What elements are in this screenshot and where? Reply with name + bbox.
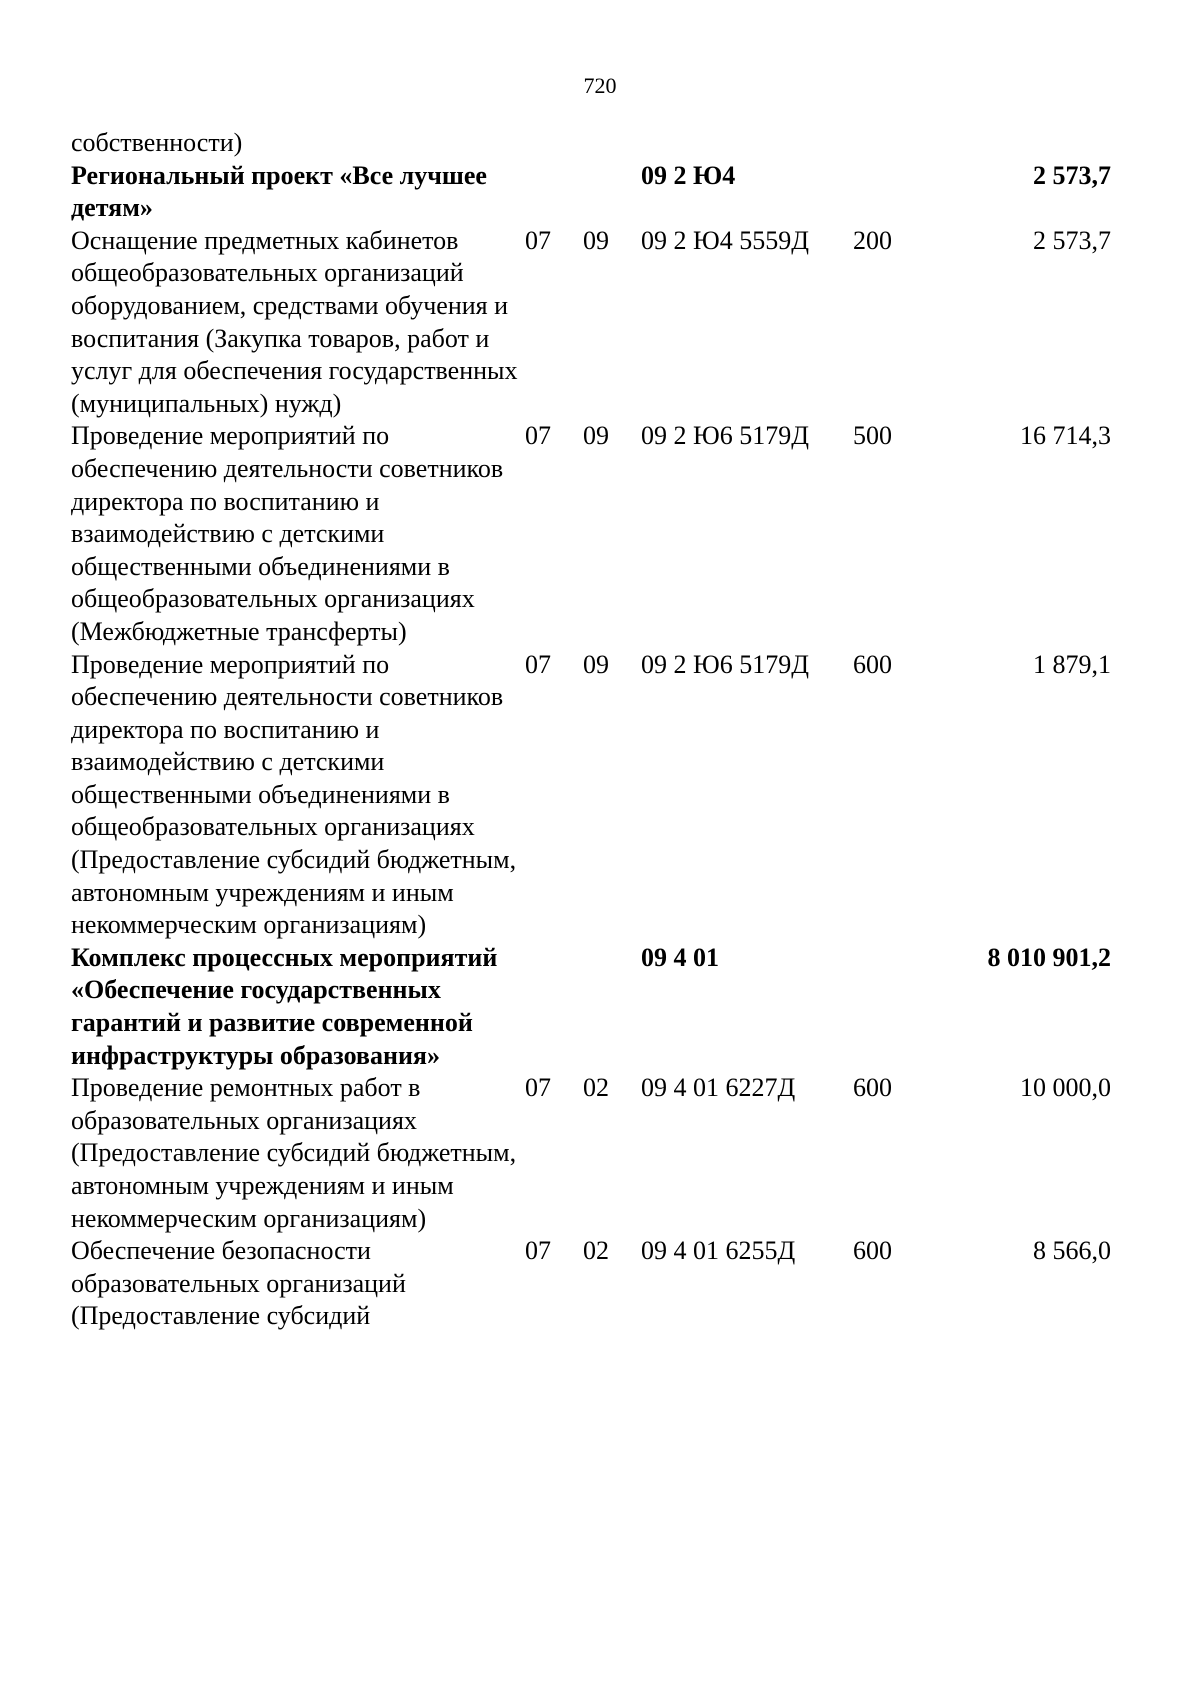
table-row [71, 649, 1111, 942]
row-expense-type: 600 [853, 649, 892, 679]
row-target-code: 09 2 Ю4 5559Д [641, 225, 809, 255]
row-target-code [641, 127, 853, 160]
row-target-code: 09 2 Ю4 [641, 160, 736, 190]
table-row [71, 127, 1111, 160]
row-target-code: 09 4 01 6227Д [641, 1073, 796, 1103]
row-amount: 2 573,7 [1033, 160, 1111, 190]
row-name: Проведение ремонтных работ в образовательных организациях (Предоставление субсидий бюджетным, автономным учреждениям и иным некоммерческим организациям) [71, 1073, 517, 1233]
row-amount: 16 714,3 [1020, 421, 1111, 451]
row-expense-type: 500 [853, 421, 892, 451]
row-target-code: 09 4 01 6255Д [641, 1236, 796, 1266]
table-row [71, 160, 1111, 225]
row-subsection [583, 127, 641, 160]
row-target-code: 09 4 01 [641, 942, 719, 972]
row-subsection [583, 160, 641, 225]
row-expense-type: 600 [853, 1073, 892, 1103]
table-row [71, 225, 1111, 421]
row-subsection: 09 [583, 649, 609, 679]
row-expense-type [853, 127, 953, 160]
row-expense-type [853, 160, 953, 225]
row-section: 07 [525, 649, 551, 679]
row-amount: 1 879,1 [1033, 649, 1111, 679]
row-section [525, 160, 583, 225]
table-row [71, 420, 1111, 648]
table-row [71, 942, 1111, 1072]
row-amount: 8 010 901,2 [987, 942, 1111, 972]
row-name: собственности) [71, 128, 243, 157]
row-name: Комплекс процессных мероприятий «Обеспечение государственных гарантий и развитие современной инфраструктуры образования» [71, 942, 498, 1070]
row-subsection [583, 942, 641, 1072]
row-subsection: 09 [583, 225, 609, 255]
row-section [525, 942, 583, 1072]
row-subsection: 02 [583, 1073, 609, 1103]
row-expense-type: 600 [853, 1236, 892, 1266]
row-amount: 8 566,0 [1033, 1236, 1111, 1266]
row-subsection: 09 [583, 421, 609, 451]
row-section [525, 127, 583, 160]
row-target-code: 09 2 Ю6 5179Д [641, 649, 809, 679]
row-target-code: 09 2 Ю6 5179Д [641, 421, 809, 451]
row-amount: 10 000,0 [1020, 1073, 1111, 1103]
row-expense-type: 200 [853, 225, 892, 255]
row-amount [953, 127, 1111, 160]
row-expense-type [853, 942, 953, 1072]
table-row [71, 1072, 1111, 1235]
row-section: 07 [525, 1073, 551, 1103]
row-name: Проведение мероприятий по обеспечению деятельности советников директора по воспитанию и взаимодействию с детскими общественными объединениями в общеобразовательных организациях (Межбюджетные трансферты) [71, 421, 504, 646]
page-number: 720 [583, 73, 617, 98]
row-name: Проведение мероприятий по обеспечению деятельности советников директора по воспитанию и взаимодействию с детскими общественными объединениями в общеобразовательных организациях (Предоставление субсидий бюджетным, автономным учреждениям и иным некоммерческим организациям) [71, 649, 517, 940]
row-section: 07 [525, 421, 551, 451]
row-section: 07 [525, 1236, 551, 1266]
row-name: Оснащение предметных кабинетов общеобразовательных организаций оборудованием, средствами обучения и воспитания (Закупка товаров, работ и услуг для обеспечения государственных (муниципальных) нужд) [71, 225, 518, 418]
row-name: Региональный проект «Все лучшее детям» [71, 160, 487, 223]
table-row [71, 1235, 1111, 1333]
row-amount: 2 573,7 [1033, 225, 1111, 255]
budget-table [71, 127, 1111, 1333]
row-name: Обеспечение безопасности образовательных организаций (Предоставление субсидий [71, 1236, 406, 1331]
row-section: 07 [525, 225, 551, 255]
row-subsection: 02 [583, 1236, 609, 1266]
